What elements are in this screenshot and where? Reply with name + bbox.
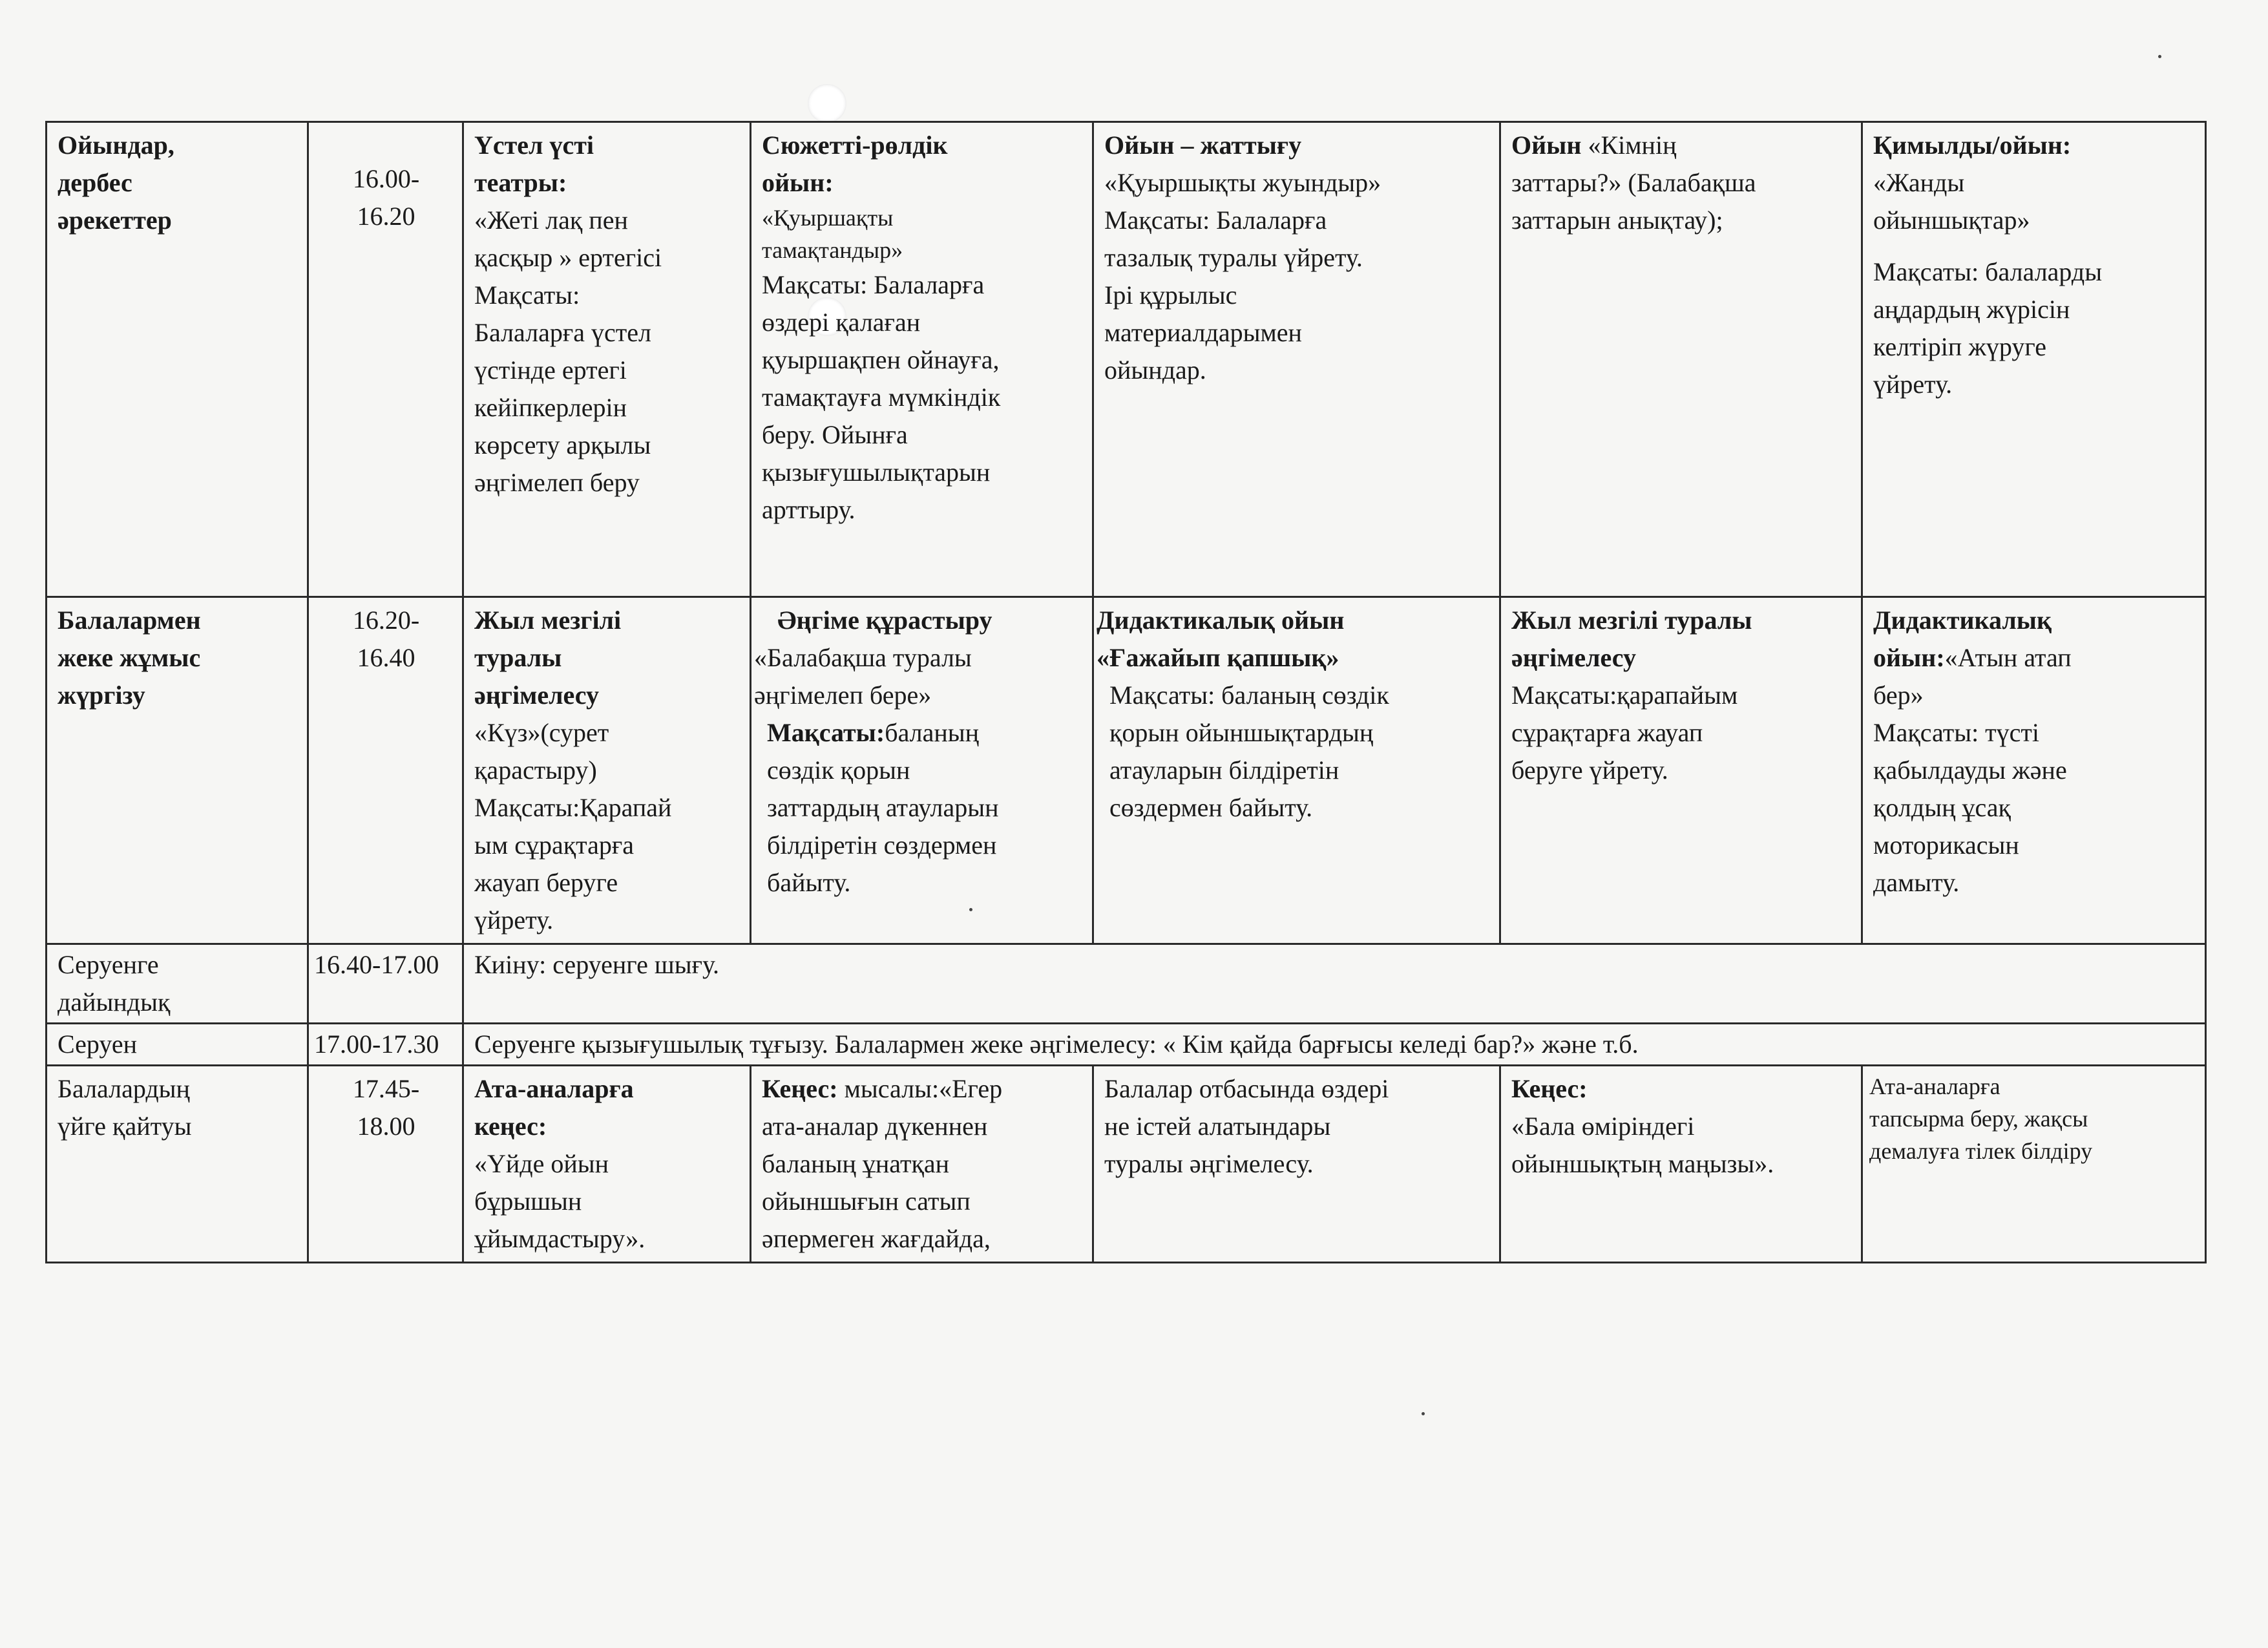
time-cell: 16.20- 16.40 bbox=[308, 597, 463, 944]
activity-cell: Серуен bbox=[47, 1024, 308, 1066]
wednesday-cell: Дидактикалық ойын «Ғажайып қапшық» Мақсаты: баланың сөздік қорын ойыншықтардың атауларын білдіретін сөздермен байыту. bbox=[1093, 597, 1500, 944]
wednesday-cell: Ойын – жаттығу «Қуыршықты жуындыр» Мақсаты: Балаларға тазалық туралы үйрету. Ірі құрылыс материалдарымен ойындар. bbox=[1093, 122, 1500, 597]
tuesday-cell: Кеңес: мысалы:«Егер ата-аналар дүкеннен баланың ұнатқан ойыншығын сатып әпермеген жағдайда, bbox=[751, 1066, 1093, 1263]
punch-hole-top bbox=[808, 84, 846, 123]
thursday-cell: Ойын «Кімнің заттары?» (Балабақша заттарын анықтау); bbox=[1500, 122, 1862, 597]
scan-speck bbox=[1422, 1412, 1425, 1415]
activity-cell: Балалармен жеке жұмыс жүргізу bbox=[47, 597, 308, 944]
wednesday-cell: Балалар отбасында өздері не істей алатындары туралы әңгімелесу. bbox=[1093, 1066, 1500, 1263]
time-cell: 17.45- 18.00 bbox=[308, 1066, 463, 1263]
monday-cell: Ата-аналарға кеңес: «Үйде ойын бұрышын ұйымдастыру». bbox=[463, 1066, 751, 1263]
table-row-going-home bbox=[47, 1066, 2206, 1263]
time-cell: 16.00- 16.20 bbox=[308, 122, 463, 597]
friday-cell: Ата-аналарға тапсырма беру, жақсы демалуға тілек білдіру bbox=[1862, 1066, 2206, 1263]
tuesday-cell: Сюжетті-рөлдік ойын: «Қуыршақты тамақтандыр» Мақсаты: Балаларға өздері қалаған қуыршақпен ойнауға, тамақтауға мүмкіндік беру. Ойынға қызығушылықтарын арттыру. bbox=[751, 122, 1093, 597]
table-row-individual-work bbox=[47, 597, 2206, 944]
thursday-cell: Кеңес: «Бала өміріндегі ойыншықтың маңызы». bbox=[1500, 1066, 1862, 1263]
table-row-games bbox=[47, 122, 2206, 597]
table-row-walk bbox=[47, 1024, 2206, 1066]
schedule-table bbox=[45, 121, 2207, 1263]
scan-speck bbox=[2158, 55, 2161, 58]
activity-cell: Балалардың үйге қайтуы bbox=[47, 1066, 308, 1263]
activity-cell: Ойындар, дербес әрекеттер bbox=[47, 122, 308, 597]
friday-cell: Дидактикалық ойын:«Атын атап бер» Мақсаты: түсті қабылдауды және қолдың ұсақ моторикасын дамыту. bbox=[1862, 597, 2206, 944]
thursday-cell: Жыл мезгілі туралы әңгімелесу Мақсаты:қарапайым сұрақтарға жауап беруге үйрету. bbox=[1500, 597, 1862, 944]
monday-cell: Үстел үсті театры: «Жеті лақ пен қасқыр » ертегісі Мақсаты: Балаларға үстел үстінде ертегі кейіпкерлерін көрсету арқылы әңгімелеп беру bbox=[463, 122, 751, 597]
activity-cell: Серуенге дайындық bbox=[47, 944, 308, 1024]
span-cell: Киіну: серуенге шығу. bbox=[463, 944, 2206, 1024]
table-row-walk-prep bbox=[47, 944, 2206, 1024]
monday-cell: Жыл мезгілі туралы әңгімелесу «Күз»(сурет қарастыру) Мақсаты:Қарапай ым сұрақтарға жауап беруге үйрету. bbox=[463, 597, 751, 944]
time-cell: 17.00-17.30 bbox=[308, 1024, 463, 1066]
tuesday-cell: Әңгіме құрастыру «Балабақша туралы әңгімелеп бере» Мақсаты:баланың сөздік қорын заттардың атауларын білдіретін сөздермен байыту. bbox=[751, 597, 1093, 944]
span-cell: Серуенге қызығушылық тұғызу. Балалармен жеке әңгімелесу: « Кім қайда барғысы келеді бар?» және т.б. bbox=[463, 1024, 2206, 1066]
friday-cell: Қимылды/ойын: «Жанды ойыншықтар» Мақсаты: балаларды аңдардың жүрісін келтіріп жүруге үйрету. bbox=[1862, 122, 2206, 597]
time-cell: 16.40-17.00 bbox=[308, 944, 463, 1024]
